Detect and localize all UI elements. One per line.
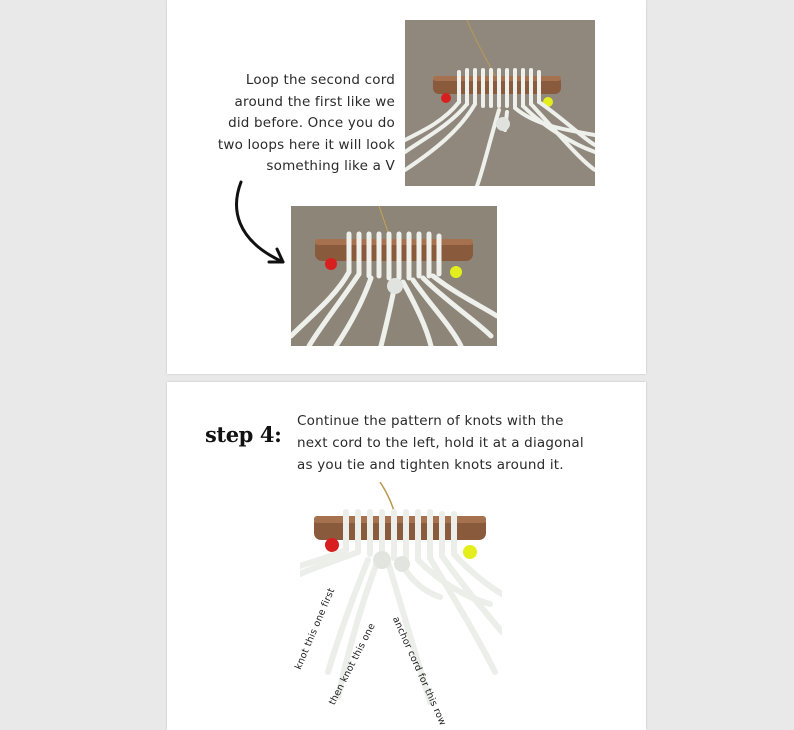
document-page-2 bbox=[167, 382, 646, 730]
macrame-photo-v-shape bbox=[291, 206, 497, 346]
document-page-1 bbox=[167, 0, 646, 374]
step-title: step 4: bbox=[205, 422, 282, 447]
caption-line: next cord to the left, hold it at a diagonal bbox=[297, 435, 584, 451]
caption-line: two loops here it will look bbox=[217, 136, 395, 153]
caption-line: around the first like we bbox=[234, 93, 395, 110]
caption-line: Loop the second cord bbox=[245, 72, 395, 88]
caption-line: something like a V bbox=[266, 158, 395, 174]
caption-line: did before. Once you do bbox=[228, 115, 395, 131]
caption-line: as you tie and tighten knots around it. bbox=[297, 457, 564, 473]
page2-caption bbox=[297, 410, 617, 476]
macrame-photo-top bbox=[405, 20, 595, 186]
photo-label-second: then knot this one bbox=[327, 621, 378, 707]
photo-label-first: knot this one first bbox=[293, 586, 338, 672]
page1-caption bbox=[187, 70, 395, 178]
caption-line: Continue the pattern of knots with the bbox=[297, 413, 564, 429]
photo-label-anchor: anchor cord for this row bbox=[389, 615, 449, 728]
curved-arrow-icon bbox=[231, 178, 293, 270]
